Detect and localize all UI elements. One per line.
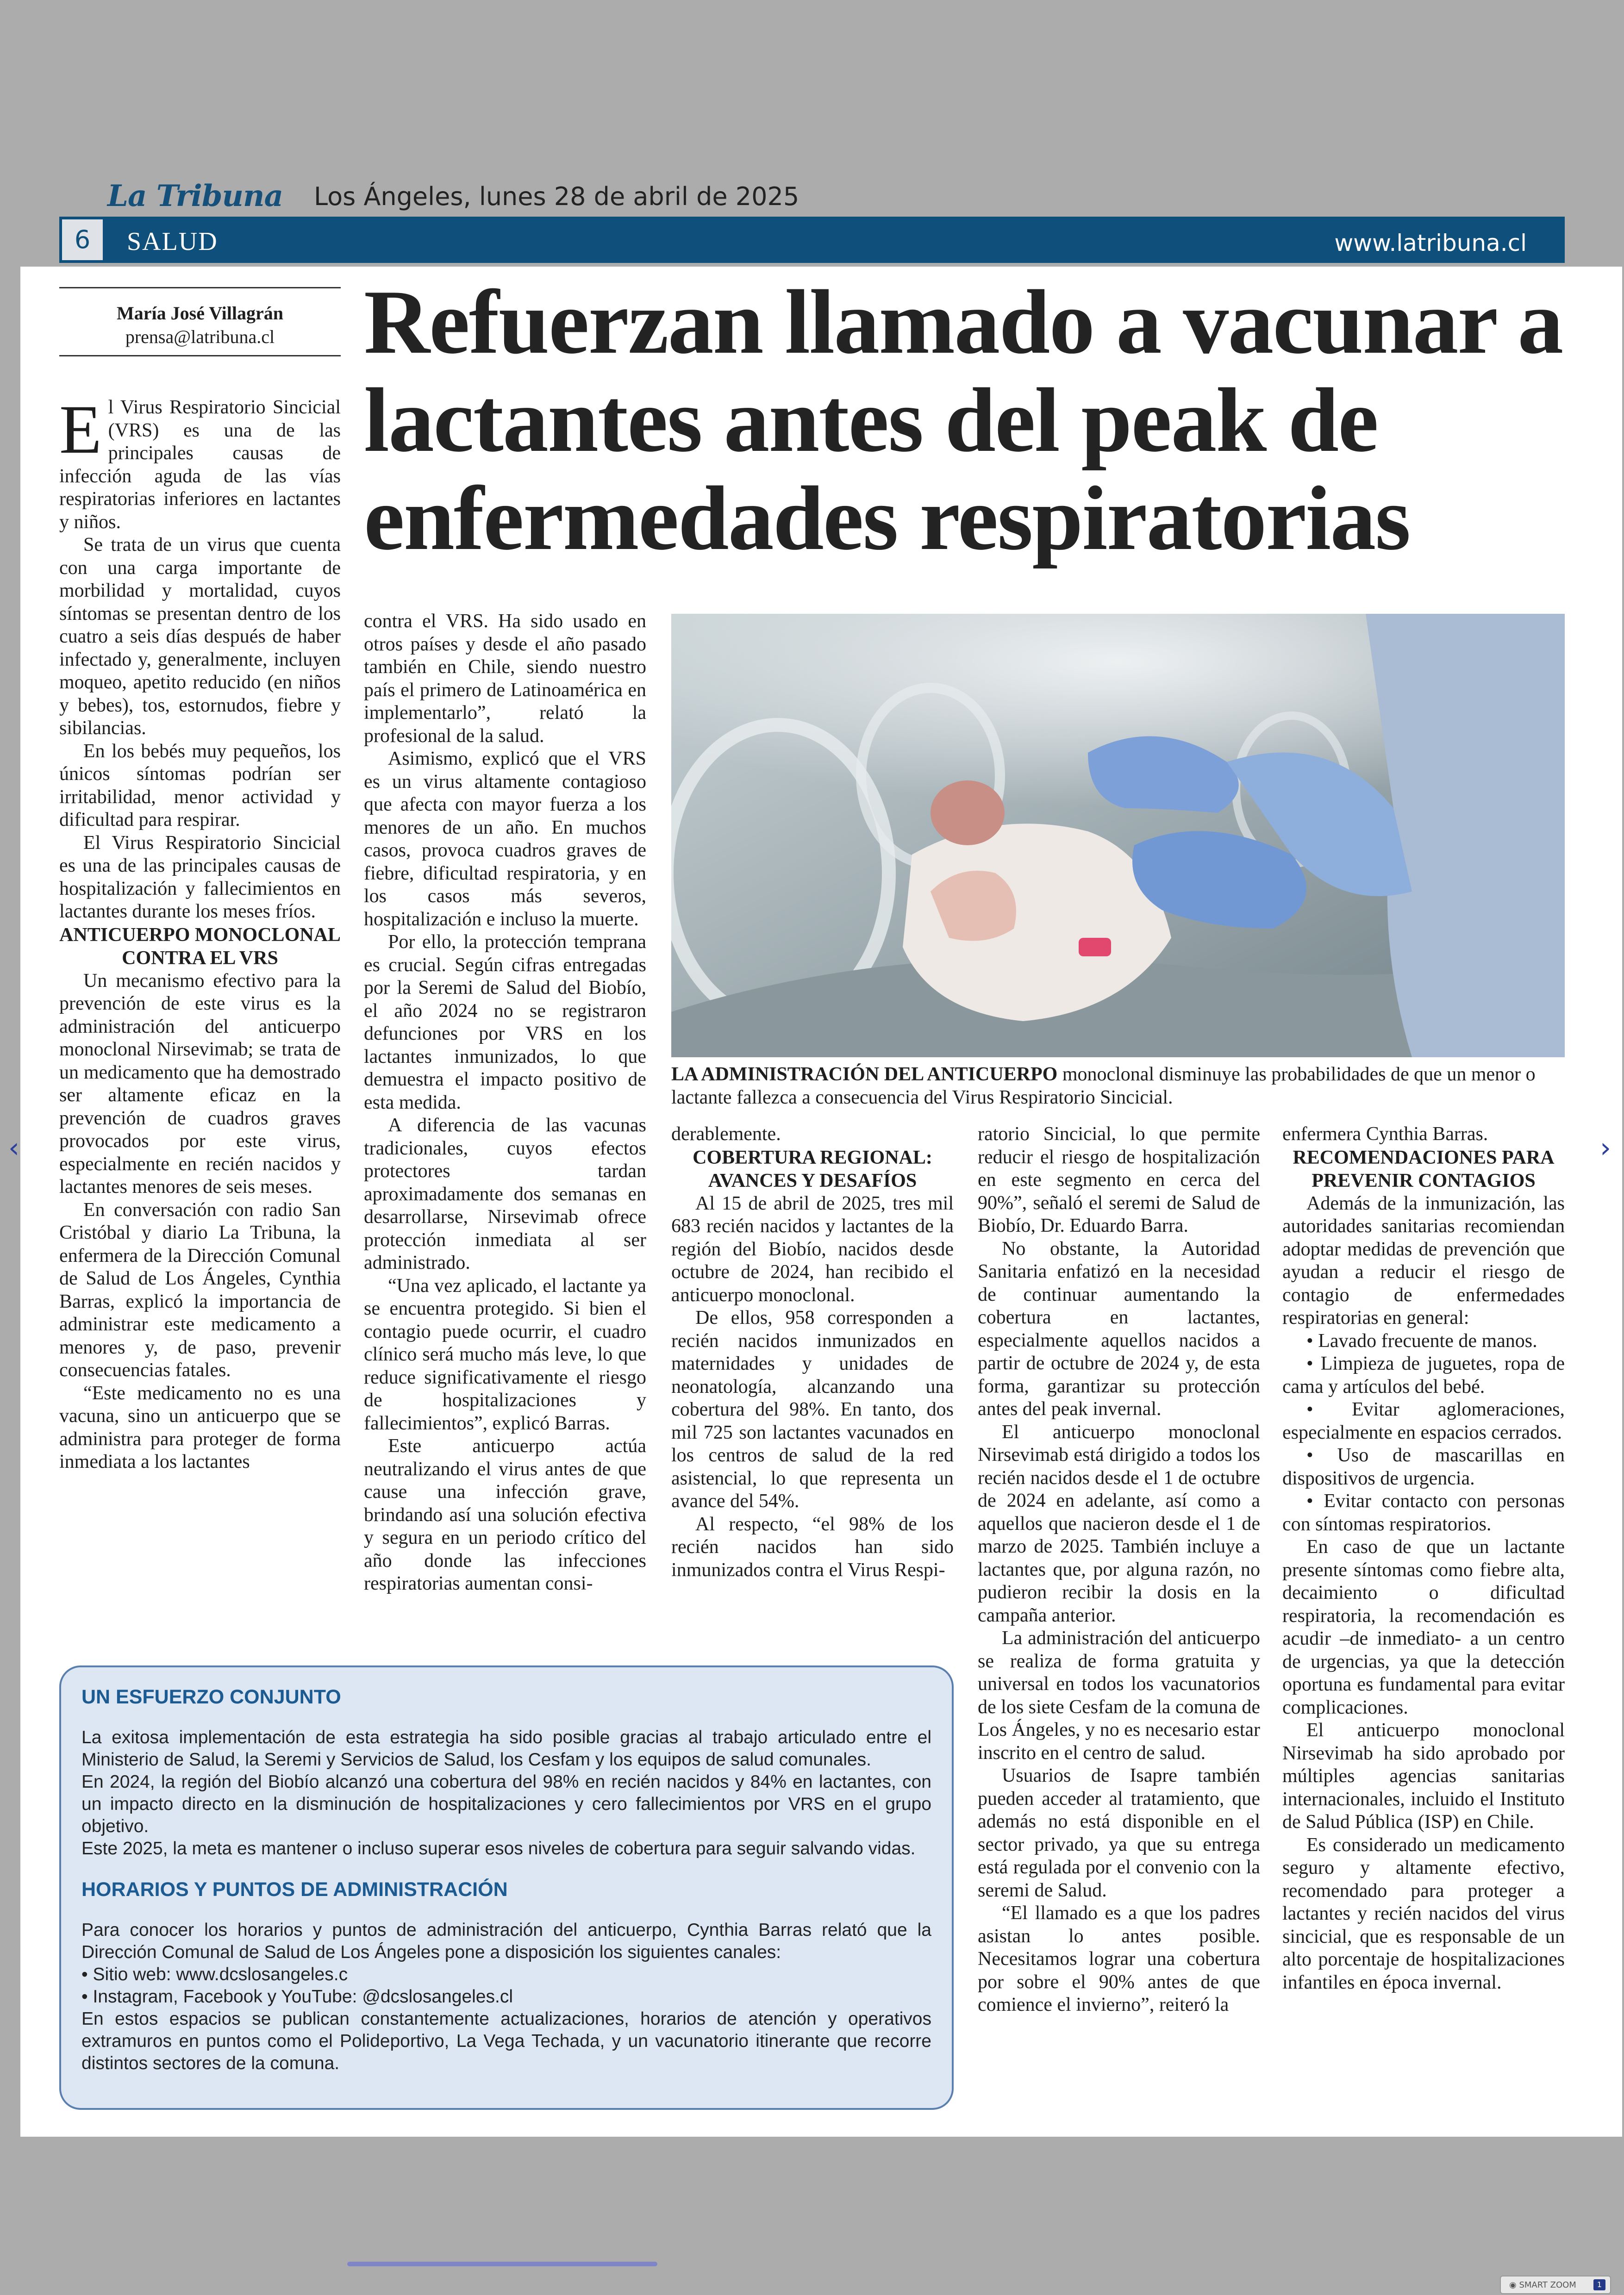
box-paragraph: La exitosa implementación de esta estrategia ha sido posible gracias al trabajo articulado entre el Ministerio de Salud, la Seremi y Servicios de Salud, los Cesfam y los equipos de salud comunales. <box>81 1727 931 1770</box>
paragraph: derablemente. <box>671 1123 781 1145</box>
box-paragraph: • Instagram, Facebook y YouTube: @dcslosangeles.cl <box>81 1987 513 2007</box>
paragraph: La administración del anticuerpo se realiza de forma gratuita y universal en todos los vacunatorios de los siete Cesfam de la comuna de Los Ángeles, y no es necesario estar inscrito en el centro de salud. <box>978 1628 1260 1764</box>
box-title: UN ESFUERZO CONJUNTO <box>81 1686 341 1708</box>
previous-page-button[interactable]: ‹ <box>8 1132 19 1164</box>
next-page-button[interactable]: › <box>1600 1132 1611 1164</box>
zoom-badge: 1 <box>1593 2279 1605 2290</box>
paragraph: Al respecto, “el 98% de los recién nacidos han sido inmunizados contra el Virus Respi- <box>671 1513 954 1581</box>
article-column-4 <box>978 1123 1260 2017</box>
photo-illustration <box>671 614 1565 1057</box>
paragraph: Por ello, la protección temprana es crucial. Según cifras entregadas por la Seremi de Salud del Biobío, el año 2024 no se registraron defunciones por VRS en los lactantes inmunizados, lo que demuestra el impacto positivo de esta medida. <box>364 931 646 1113</box>
paragraph: De ellos, 958 corresponden a recién nacidos inmunizados en maternidades y unidades de neonatología, alcanzando una cobertura del 98%. En tanto, dos mil 725 son lactantes vacunados en los centros de salud de la red asistencial, lo que representa un avance del 54%. <box>671 1307 954 1512</box>
subheading: RECOMENDACIONES PARA PREVENIR CONTAGIOS <box>1293 1147 1555 1191</box>
paragraph: No obstante, la Autoridad Sanitaria enfatizó en la necesidad de continuar aumentando la cobertura en lactantes, especialmente aquellos nacidos a partir de octubre de 2024 y, de esta forma, garantizar su protección antes del peak invernal. <box>978 1238 1260 1420</box>
caption-lead: LA ADMINISTRACIÓN DEL ANTICUERPO <box>671 1064 1058 1085</box>
box-paragraph: Este 2025, la meta es mantener o incluso superar esos niveles de cobertura para seguir salvando vidas. <box>81 1839 916 1858</box>
bullet-item: • Evitar contacto con personas con síntomas respiratorios. <box>1282 1491 1565 1535</box>
paragraph: Asimismo, explicó que el VRS es un virus altamente contagioso que afecta con mayor fuerza a los menores de un año. En muchos casos, provoca cuadros graves de fiebre, dificultad respiratoria, y en los casos más severos, hospitalización e incluso la muerte. <box>364 748 646 930</box>
paragraph: Al 15 de abril de 2025, tres mil 683 recién nacidos y lactantes de la región del Biobío, nacidos desde octubre de 2024, han recibido el anticuerpo monoclonal. <box>671 1192 954 1306</box>
photo-caption <box>671 1063 1565 1109</box>
box-title: HORARIOS Y PUNTOS DE ADMINISTRACIÓN <box>81 1878 508 1901</box>
paragraph: Es considerado un medicamento seguro y altamente efectivo, recomendado para proteger a lactantes y recién nacidos del virus sincicial, que es responsable de un alto porcentaje de hospitalizaciones infantiles en época invernal. <box>1282 1834 1565 1993</box>
zoom-label: SMART ZOOM <box>1519 2280 1576 2290</box>
dateline: Los Ángeles, lunes 28 de abril de 2025 <box>314 182 800 211</box>
paragraph: Este anticuerpo actúa neutralizando el virus antes de que cause una infección grave, brindando así una solución efectiva y segura en un periodo crítico del año donde las infecciones respiratorias aumentan consi- <box>364 1435 646 1594</box>
paragraph: El anticuerpo monoclonal Nirsevimab está dirigido a todos los recién nacidos desde el 1 de octubre de 2024 en adelante, así como a aquellos que nacieron desde el 1 de marzo de 2025. También incluye a lactantes que, por alguna razón, no pudieron recibir la dosis en la campaña anterior. <box>978 1421 1260 1626</box>
paragraph: ratorio Sincicial, lo que permite reducir el riesgo de hospitalización en este segmento en cerca del 90%”, señaló el seremi de Salud de Biobío, Dr. Eduardo Barra. <box>978 1123 1260 1236</box>
headline: Refuerzan llamado a vacunar a lactantes antes del peak de enfermedades respiratorias <box>364 271 1563 569</box>
page-number: 6 <box>59 217 106 263</box>
subheading: ANTICUERPO MONOCLONAL CONTRA EL VRS <box>59 924 341 969</box>
paragraph: Se trata de un virus que cuenta con una carga importante de morbilidad y mortalidad, cuyos síntomas se presentan dentro de los cuatro a seis días después de haber infectado y, generalmente, incluyen moqueo, apetito reducido (en niños y bebes), tos, estornudos, fiebre y sibilancias. <box>59 534 341 739</box>
paragraph: El anticuerpo monoclonal Nirsevimab ha sido aprobado por múltiples agencias sanitarias internacionales, incluido el Instituto de Salud Pública (ISP) en Chile. <box>1282 1720 1565 1833</box>
author-name: María José Villagrán <box>117 303 283 324</box>
article-column-2 <box>364 610 646 1596</box>
paragraph: Un mecanismo efectivo para la prevención de este virus es la administración del anticuerpo monoclonal Nirsevimab; se trata de un medicamento que ha demostrado ser altamente eficaz en la prevención de cuadros graves provocados por este virus, especialmente en recién nacidos y lactantes menores de seis meses. <box>59 970 341 1197</box>
paragraph: El Virus Respiratorio Sincicial es una de las principales causas de hospitalización y fallecimientos en lactantes durante los meses fríos. <box>59 832 341 922</box>
paragraph: En caso de que un lactante presente síntomas como fiebre alta, decaimiento o dificultad respiratoria, la recomendación es acudir –de inmediato- a un centro de urgencias, ya que la detección oportuna es fundamental para evitar complicaciones. <box>1282 1536 1565 1718</box>
bullet-item: • Uso de mascarillas en dispositivos de urgencia. <box>1282 1445 1565 1489</box>
paragraph: Además de la inmunización, las autoridades sanitarias recomiendan adoptar medidas de prevención que ayudan a reducir el riesgo de contagio de enfermedades respiratorias en general: <box>1282 1192 1565 1328</box>
page-progress-bar[interactable] <box>347 2262 657 2266</box>
box-paragraph: En 2024, la región del Biobío alcanzó una cobertura del 98% en recién nacidos y 84% en lactantes, con un impacto directo en la disminución de hospitalizaciones y cero fallecimientos por VRS en el grupo objetivo. <box>81 1772 931 1836</box>
paragraph: contra el VRS. Ha sido usado en otros países y desde el año pasado también en Chile, siendo nuestro país el primero de Latinoamérica en implementarlo”, relató la profesional de la salud. <box>364 611 646 747</box>
section-name: SALUD <box>127 227 218 256</box>
article-column-5 <box>1282 1123 1565 1994</box>
byline <box>59 287 341 356</box>
author-email: prensa@latribuna.cl <box>125 326 275 347</box>
paragraph: Usuarios de Isapre también pueden acceder al tratamiento, que además no está disponible en el sector privado, ya que su entrega está regulada por el convenio con la seremi de Salud. <box>978 1765 1260 1901</box>
eye-icon: ◉ <box>1509 2280 1517 2290</box>
bullet-item: • Limpieza de juguetes, ropa de cama y artículos del bebé. <box>1282 1353 1565 1397</box>
info-box <box>59 1665 954 2110</box>
bullet-item: • Lavado frecuente de manos. <box>1306 1330 1537 1352</box>
box-paragraph: • Sitio web: www.dcslosangeles.c <box>81 1964 348 1984</box>
caption-text: monoclonal disminuye las probabilidades de que un menor o lactante fallezca a consecuencia del Virus Respiratorio Sincicial. <box>671 1064 1536 1108</box>
box-paragraph: Para conocer los horarios y puntos de administración del anticuerpo, Cynthia Barras relató que la Dirección Comunal de Salud de Los Ángeles pone a disposición los siguientes canales: <box>81 1920 931 1962</box>
smart-zoom-button[interactable] <box>1500 2276 1611 2294</box>
article-column-1 <box>59 391 341 1474</box>
paragraph: “El llamado es a que los padres asistan lo antes posible. Necesitamos lograr una cobertura por sobre el 90% antes de que comience el invierno”, reiteró la <box>978 1902 1260 2015</box>
site-url: www.latribuna.cl <box>1334 230 1527 256</box>
subheading: COBERTURA REGIONAL: AVANCES Y DESAFÍOS <box>693 1147 932 1191</box>
drop-cap: E <box>59 391 102 468</box>
paragraph: “Este medicamento no es una vacuna, sino un anticuerpo que se administra para proteger de forma inmediata a los lactantes <box>59 1382 341 1472</box>
paragraph: En conversación con radio San Cristóbal y diario La Tribuna, la enfermera de la Dirección Comunal de Salud de Los Ángeles, Cynthia Barras, explicó la importancia de administrar este medicamento a menores y, de paso, prevenir consecuencias fatales. <box>59 1199 341 1381</box>
paragraph: “Una vez aplicado, el lactante ya se encuentra protegido. Si bien el contagio puede ocurrir, el cuadro clínico será mucho más leve, lo que reduce significativamente el riesgo de hospitalizaciones y fallecimientos”, explicó Barras. <box>364 1275 646 1434</box>
article-column-3 <box>671 1123 954 1582</box>
box-paragraph: En estos espacios se publican constantemente actualizaciones, horarios de atención y operativos extramuros en puntos como el Polideportivo, La Vega Techada, y un vacunatorio itinerante que recorre distintos sectores de la comuna. <box>81 2009 931 2073</box>
newspaper-logo: La Tribuna <box>107 179 283 213</box>
paragraph: enfermera Cynthia Barras. <box>1282 1123 1488 1145</box>
paragraph: A diferencia de las vacunas tradicionales, cuyos efectos protectores tardan aproximadamente dos semanas en desarrollarse, Nirsevimab ofrece protección inmediata al ser administrado. <box>364 1115 646 1273</box>
incubator-photo <box>671 614 1565 1057</box>
paragraph: En los bebés muy pequeños, los únicos síntomas podrían ser irritabilidad, menor actividad y dificultad para respirar. <box>59 740 341 830</box>
bullet-item: • Evitar aglomeraciones, especialmente en espacios cerrados. <box>1282 1399 1565 1443</box>
paragraph: l Virus Respiratorio Sincicial (VRS) es una de las principales causas de infección aguda de las vías respiratorias inferiores en lactantes y niños. <box>59 397 341 533</box>
